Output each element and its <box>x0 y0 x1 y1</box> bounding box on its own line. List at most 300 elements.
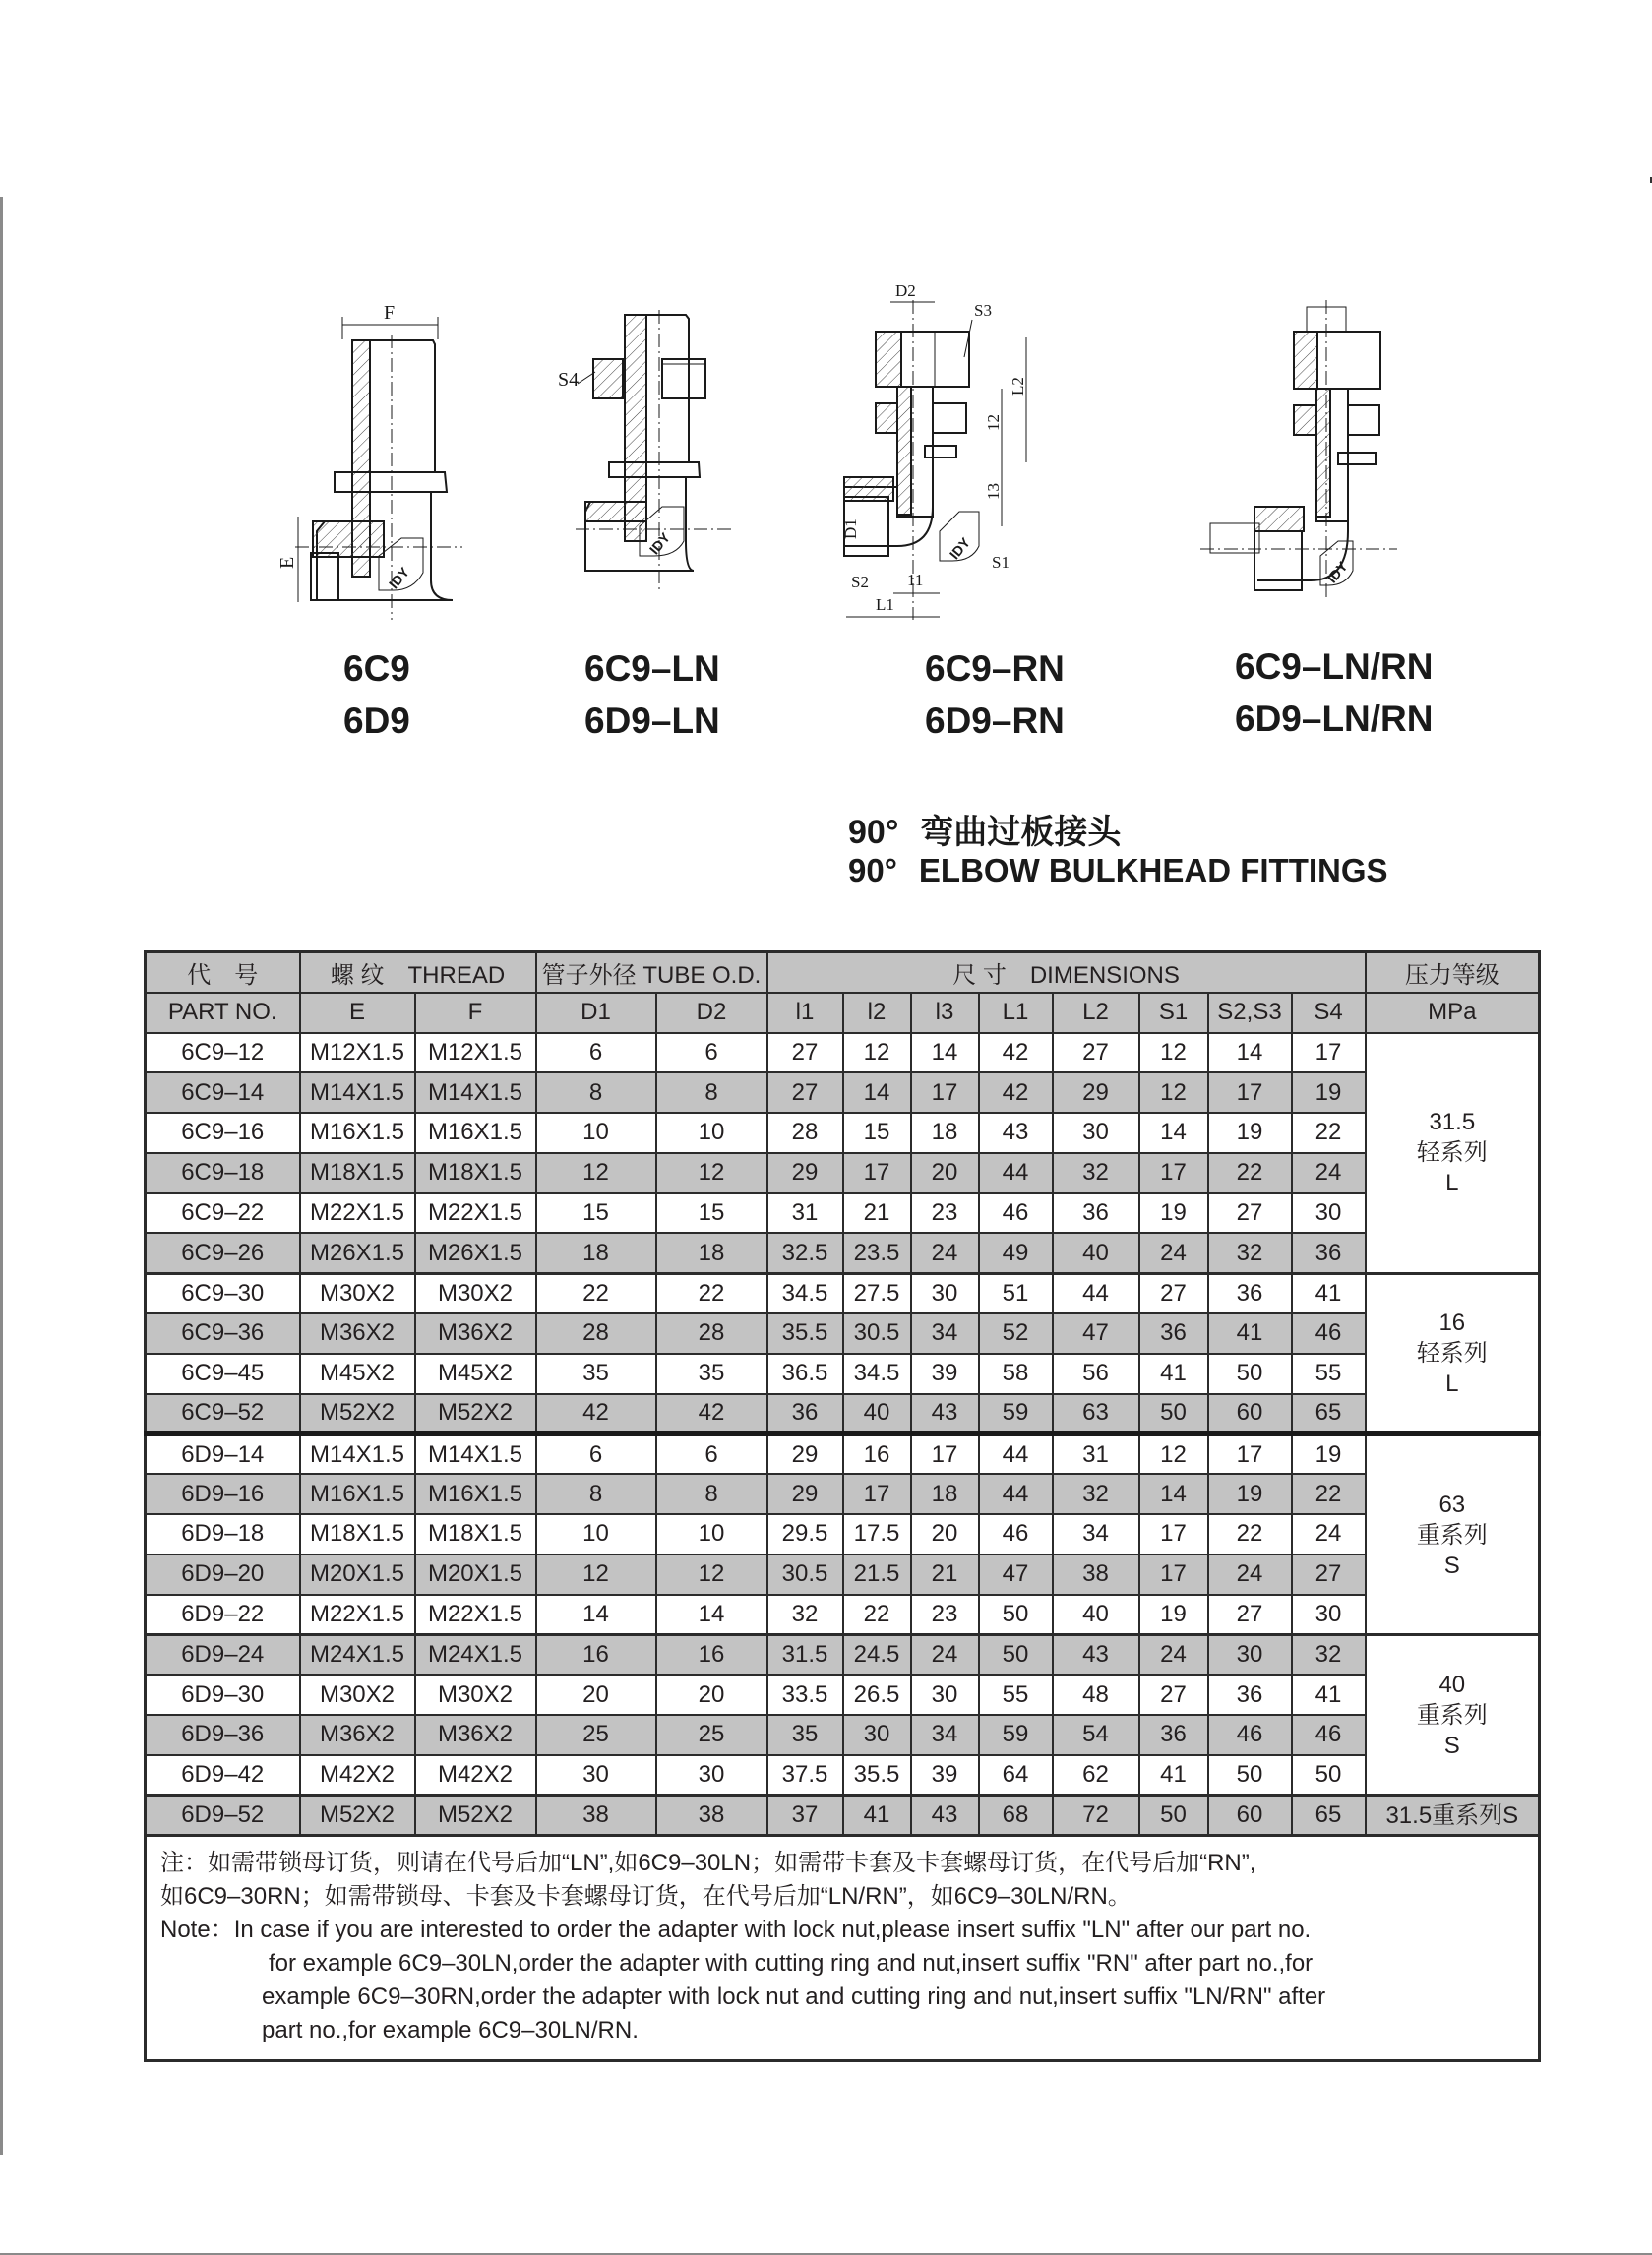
table-cell: 42 <box>536 1394 656 1434</box>
table-cell: 27 <box>767 1072 843 1113</box>
note-cn-line2: 如6C9–30RN；如需带锁母、卡套及卡套螺母订货，在代号后加“LN/RN”，如6C9–30LN/RN。 <box>160 1882 1132 1910</box>
table-cell: 35 <box>536 1354 656 1394</box>
table-cell: 20 <box>656 1675 767 1715</box>
table-cell: 22 <box>1208 1514 1292 1554</box>
table-cell: 41 <box>1139 1354 1208 1394</box>
table-cell: 28 <box>767 1113 843 1153</box>
table-cell: 35.5 <box>767 1313 843 1354</box>
table-cell: 8 <box>656 1474 767 1514</box>
notes-row <box>146 1835 1540 2060</box>
table-cell: 24 <box>1139 1233 1208 1273</box>
table-cell: 17 <box>843 1153 911 1193</box>
table-cell: 29 <box>767 1433 843 1474</box>
table-cell: 24 <box>1208 1554 1292 1595</box>
table-cell: 27 <box>767 1033 843 1073</box>
table-cell: 42 <box>979 1033 1053 1073</box>
pressure-code: S <box>1443 1732 1460 1759</box>
title-angle: 90° <box>848 852 897 888</box>
table-cell: 17 <box>1139 1554 1208 1595</box>
table-cell: 31.5 <box>767 1634 843 1675</box>
dim-label-l2: L2 <box>1009 377 1027 396</box>
table-cell: 48 <box>1053 1675 1139 1715</box>
model-label-6c9-ln-rn: 6C9–LN/RN <box>1235 646 1434 687</box>
table-cell: 47 <box>979 1554 1053 1595</box>
table-cell: 8 <box>656 1072 767 1113</box>
table-cell: 6 <box>536 1433 656 1474</box>
table-cell: 39 <box>911 1354 979 1394</box>
table-cell: 36 <box>1139 1715 1208 1755</box>
column-header: E <box>300 993 415 1033</box>
table-cell: M22X1.5 <box>300 1595 415 1635</box>
table-cell: 52 <box>979 1313 1053 1354</box>
table-cell: 40 <box>843 1394 911 1434</box>
table-cell: 17 <box>911 1072 979 1113</box>
table-cell: 12 <box>536 1153 656 1193</box>
table-cell: 17 <box>1139 1514 1208 1554</box>
table-cell: 43 <box>979 1113 1053 1153</box>
table-cell: 38 <box>656 1796 767 1836</box>
table-cell: 50 <box>1139 1394 1208 1434</box>
table-cell: 22 <box>1292 1474 1366 1514</box>
pressure-series: 轻系列 <box>1416 1139 1488 1167</box>
dim-label-l1-short: 11 <box>907 571 924 589</box>
table-cell: 32.5 <box>767 1233 843 1273</box>
table-cell: 20 <box>911 1153 979 1193</box>
table-cell: M16X1.5 <box>415 1113 536 1153</box>
table-cell: M16X1.5 <box>415 1474 536 1514</box>
table-cell: 37 <box>767 1796 843 1836</box>
table-cell: 12 <box>1139 1072 1208 1113</box>
table-cell: 18 <box>911 1113 979 1153</box>
header-pressure-cn: 压力等级 <box>1366 952 1540 993</box>
table-cell: 64 <box>979 1755 1053 1796</box>
pressure-value: 40 <box>1438 1671 1466 1698</box>
table-cell: 68 <box>979 1796 1053 1836</box>
table-cell: 38 <box>536 1796 656 1836</box>
table-cell: 32 <box>1053 1153 1139 1193</box>
table-cell: M14X1.5 <box>300 1072 415 1113</box>
table-cell: 36 <box>1292 1233 1366 1273</box>
part-number-cell: 6C9–26 <box>146 1233 300 1273</box>
pressure-rating-cell <box>1366 1433 1540 1634</box>
dim-label-s3: S3 <box>974 301 992 320</box>
table-cell: 16 <box>536 1634 656 1675</box>
table-cell: M16X1.5 <box>300 1113 415 1153</box>
table-cell: 32 <box>1053 1474 1139 1514</box>
idy-watermark: IDY <box>1323 558 1351 586</box>
pressure-code: L <box>1445 1170 1459 1197</box>
table-cell: 44 <box>979 1153 1053 1193</box>
header-tube-od: 管子外径 TUBE O.D. <box>536 952 767 993</box>
table-cell: 25 <box>536 1715 656 1755</box>
table-cell: M45X2 <box>300 1354 415 1394</box>
table-cell: 27 <box>1208 1595 1292 1635</box>
table-cell: 8 <box>536 1072 656 1113</box>
table-cell: M22X1.5 <box>415 1595 536 1635</box>
table-cell: 27 <box>1208 1193 1292 1234</box>
table-cell: 46 <box>979 1514 1053 1554</box>
table-cell: 65 <box>1292 1796 1366 1836</box>
table-cell: M52X2 <box>415 1394 536 1434</box>
model-label-6c9-ln: 6C9–LN <box>584 648 720 689</box>
note-en-line1: Note：In case if you are interested to order the adapter with lock nut,please insert suffix "LN" after our part no. <box>160 1916 1312 1943</box>
column-header: S4 <box>1292 993 1366 1033</box>
page-title-en <box>848 852 1388 889</box>
table-cell: M52X2 <box>300 1394 415 1434</box>
order-notes <box>146 1835 1540 2060</box>
table-cell: M45X2 <box>415 1354 536 1394</box>
table-cell: 54 <box>1053 1715 1139 1755</box>
table-cell: M18X1.5 <box>415 1514 536 1554</box>
pressure-code: S <box>1443 1552 1460 1579</box>
table-cell: 58 <box>979 1354 1053 1394</box>
table-cell: 19 <box>1292 1433 1366 1474</box>
table-cell: 44 <box>979 1433 1053 1474</box>
model-label-6c9: 6C9 <box>343 648 410 689</box>
table-cell: 50 <box>979 1634 1053 1675</box>
table-cell: M14X1.5 <box>300 1433 415 1474</box>
column-header: D2 <box>656 993 767 1033</box>
table-row <box>146 1796 1540 1836</box>
table-cell: 28 <box>536 1313 656 1354</box>
table-row <box>146 1273 1540 1313</box>
table-cell: 36.5 <box>767 1354 843 1394</box>
model-label-6d9-ln: 6D9–LN <box>584 701 720 741</box>
table-cell: M20X1.5 <box>300 1554 415 1595</box>
table-row <box>146 1394 1540 1434</box>
table-row <box>146 1514 1540 1554</box>
table-cell: 35 <box>656 1354 767 1394</box>
table-cell: 23 <box>911 1595 979 1635</box>
pressure-series: 轻系列 <box>1416 1339 1488 1367</box>
table-cell: M14X1.5 <box>415 1433 536 1474</box>
title-angle: 90° <box>848 814 899 851</box>
table-cell: 32 <box>767 1595 843 1635</box>
table-cell: 38 <box>1053 1554 1139 1595</box>
pressure-rating-cell <box>1366 1273 1540 1433</box>
table-cell: 46 <box>1292 1313 1366 1354</box>
table-cell: 50 <box>1208 1354 1292 1394</box>
table-cell: 15 <box>536 1193 656 1234</box>
page-edge-left <box>0 197 3 2155</box>
dim-label-l2-short: 12 <box>984 414 1003 431</box>
table-cell: 6 <box>536 1033 656 1073</box>
table-cell: M52X2 <box>300 1796 415 1836</box>
table-cell: 72 <box>1053 1796 1139 1836</box>
drawing-6c9-ln <box>546 305 763 600</box>
table-cell: 56 <box>1053 1354 1139 1394</box>
table-cell: M36X2 <box>300 1313 415 1354</box>
table-cell: M24X1.5 <box>415 1634 536 1675</box>
table-row <box>146 1433 1540 1474</box>
table-cell: M20X1.5 <box>415 1554 536 1595</box>
table-cell: 44 <box>1053 1273 1139 1313</box>
table-cell: 27 <box>1139 1675 1208 1715</box>
part-number-cell: 6C9–12 <box>146 1033 300 1073</box>
table-cell: 42 <box>979 1072 1053 1113</box>
page-title-cn <box>848 805 1121 853</box>
table-row <box>146 1072 1540 1113</box>
table-cell: 34 <box>911 1313 979 1354</box>
header-dimensions: 尺 寸 DIMENSIONS <box>767 952 1366 993</box>
table-cell: 24.5 <box>843 1634 911 1675</box>
table-cell: 24 <box>911 1634 979 1675</box>
table-cell: 27 <box>1139 1273 1208 1313</box>
pressure-series: 重系列 <box>1416 1521 1488 1549</box>
table-cell: 22 <box>1292 1113 1366 1153</box>
table-cell: 36 <box>1053 1193 1139 1234</box>
table-cell: 32 <box>1292 1634 1366 1675</box>
table-cell: 36 <box>1139 1313 1208 1354</box>
table-cell: 27 <box>1292 1554 1366 1595</box>
table-cell: 17 <box>1208 1433 1292 1474</box>
table-cell: 37.5 <box>767 1755 843 1796</box>
table-cell: 36 <box>1208 1675 1292 1715</box>
part-number-cell: 6C9–22 <box>146 1193 300 1234</box>
table-cell: M18X1.5 <box>300 1514 415 1554</box>
table-cell: M42X2 <box>300 1755 415 1796</box>
table-row <box>146 1153 1540 1193</box>
table-cell: 14 <box>1208 1033 1292 1073</box>
table-cell: 59 <box>979 1715 1053 1755</box>
table-cell: M30X2 <box>415 1675 536 1715</box>
table-cell: 44 <box>979 1474 1053 1514</box>
table-cell: 30 <box>911 1273 979 1313</box>
dim-label-f: F <box>384 302 396 324</box>
table-cell: 30 <box>911 1675 979 1715</box>
table-row <box>146 1474 1540 1514</box>
idy-watermark: IDY <box>645 529 674 558</box>
table-cell: 10 <box>656 1514 767 1554</box>
table-cell: 46 <box>1208 1715 1292 1755</box>
table-cell: 8 <box>536 1474 656 1514</box>
table-cell: 43 <box>911 1796 979 1836</box>
table-cell: 40 <box>1053 1595 1139 1635</box>
table-cell: 30 <box>1292 1193 1366 1234</box>
pressure-value: 31.5 <box>1429 1109 1476 1136</box>
table-cell: M18X1.5 <box>300 1153 415 1193</box>
note-en-line2: for example 6C9–30LN,order the adapter with cutting ring and nut,insert suffix "RN" after part no.,for <box>269 1949 1314 1977</box>
table-cell: 6 <box>656 1033 767 1073</box>
table-cell: 24 <box>1292 1153 1366 1193</box>
model-label-6c9-rn: 6C9–RN <box>925 648 1065 689</box>
table-cell: 25 <box>656 1715 767 1755</box>
table-row <box>146 1313 1540 1354</box>
column-header: MPa <box>1366 993 1540 1033</box>
table-row <box>146 1193 1540 1234</box>
table-cell: 24 <box>911 1233 979 1273</box>
pressure-value: 31.5重系列S <box>1385 1801 1519 1829</box>
part-number-cell: 6D9–52 <box>146 1796 300 1836</box>
table-cell: 31 <box>767 1193 843 1234</box>
column-header: l3 <box>911 993 979 1033</box>
table-cell: 12 <box>843 1033 911 1073</box>
column-header: S1 <box>1139 993 1208 1033</box>
table-cell: 30 <box>656 1755 767 1796</box>
column-header: S2,S3 <box>1208 993 1292 1033</box>
part-number-cell: 6D9–16 <box>146 1474 300 1514</box>
table-cell: 29.5 <box>767 1514 843 1554</box>
table-cell: 24 <box>1292 1514 1366 1554</box>
part-number-cell: 6D9–36 <box>146 1715 300 1755</box>
table-cell: 30 <box>843 1715 911 1755</box>
table-cell: 41 <box>1208 1313 1292 1354</box>
part-number-cell: 6C9–45 <box>146 1354 300 1394</box>
dim-label-e: E <box>276 556 298 569</box>
table-cell: 17 <box>911 1433 979 1474</box>
table-cell: M30X2 <box>415 1273 536 1313</box>
table-cell: 36 <box>767 1394 843 1434</box>
table-row <box>146 1033 1540 1073</box>
pressure-rating-cell <box>1366 1796 1540 1836</box>
table-cell: 22 <box>1208 1153 1292 1193</box>
table-row <box>146 1354 1540 1394</box>
part-number-cell: 6D9–14 <box>146 1433 300 1474</box>
part-number-cell: 6D9–42 <box>146 1755 300 1796</box>
dim-label-l3: 13 <box>984 483 1003 500</box>
table-cell: 46 <box>979 1193 1053 1234</box>
table-cell: 18 <box>911 1474 979 1514</box>
table-cell: 43 <box>1053 1634 1139 1675</box>
title-cn-text: 弯曲过板接头 <box>920 814 1122 851</box>
table-cell: 14 <box>843 1072 911 1113</box>
spec-table <box>144 950 1541 2062</box>
table-row <box>146 1675 1540 1715</box>
table-cell: 39 <box>911 1755 979 1796</box>
pressure-rating-cell <box>1366 1033 1540 1274</box>
part-number-cell: 6D9–20 <box>146 1554 300 1595</box>
table-cell: 16 <box>843 1433 911 1474</box>
table-cell: 42 <box>656 1394 767 1434</box>
table-cell: 6 <box>656 1433 767 1474</box>
table-cell: 17 <box>843 1474 911 1514</box>
table-cell: 17 <box>1208 1072 1292 1113</box>
pressure-series: 重系列 <box>1416 1701 1488 1729</box>
table-cell: 33.5 <box>767 1675 843 1715</box>
table-cell: 12 <box>1139 1033 1208 1073</box>
table-cell: 32 <box>1208 1233 1292 1273</box>
drawing-6c9-rn <box>836 280 1072 625</box>
table-cell: 34.5 <box>767 1273 843 1313</box>
dim-label-d1: D1 <box>841 518 860 539</box>
table-cell: 50 <box>1208 1755 1292 1796</box>
part-number-cell: 6C9–52 <box>146 1394 300 1434</box>
table-cell: 30 <box>1053 1113 1139 1153</box>
table-cell: 14 <box>1139 1474 1208 1514</box>
note-en-line4: part no.,for example 6C9–30LN/RN. <box>262 2016 639 2043</box>
table-cell: 18 <box>656 1233 767 1273</box>
table-cell: 31 <box>1053 1433 1139 1474</box>
table-cell: M16X1.5 <box>300 1474 415 1514</box>
table-cell: 30.5 <box>767 1554 843 1595</box>
table-row <box>146 1233 1540 1273</box>
idy-watermark: IDY <box>385 564 413 592</box>
table-cell: 23 <box>911 1193 979 1234</box>
table-cell: 35 <box>767 1715 843 1755</box>
table-cell: 12 <box>656 1153 767 1193</box>
table-cell: 20 <box>536 1675 656 1715</box>
table-cell: 59 <box>979 1394 1053 1434</box>
model-label-6d9: 6D9 <box>343 701 410 741</box>
table-cell: 41 <box>843 1796 911 1836</box>
table-cell: 34.5 <box>843 1354 911 1394</box>
dim-label-s4: S4 <box>558 369 580 391</box>
table-cell: 65 <box>1292 1394 1366 1434</box>
dim-label-d2: D2 <box>895 281 916 300</box>
table-cell: 41 <box>1292 1675 1366 1715</box>
table-cell: 30 <box>536 1755 656 1796</box>
part-number-cell: 6D9–22 <box>146 1595 300 1635</box>
table-cell: 34 <box>911 1715 979 1755</box>
column-header: l1 <box>767 993 843 1033</box>
table-cell: M42X2 <box>415 1755 536 1796</box>
table-cell: 55 <box>979 1675 1053 1715</box>
table-cell: M36X2 <box>415 1715 536 1755</box>
table-cell: M30X2 <box>300 1675 415 1715</box>
table-cell: 21 <box>843 1193 911 1234</box>
table-cell: M30X2 <box>300 1273 415 1313</box>
part-number-cell: 6C9–14 <box>146 1072 300 1113</box>
column-header: L2 <box>1053 993 1139 1033</box>
table-cell: 22 <box>536 1273 656 1313</box>
table-cell: M52X2 <box>415 1796 536 1836</box>
table-cell: 19 <box>1139 1193 1208 1234</box>
table-cell: 30 <box>1208 1634 1292 1675</box>
table-cell: 30.5 <box>843 1313 911 1354</box>
table-cell: 50 <box>1139 1796 1208 1836</box>
idy-watermark: IDY <box>946 534 974 563</box>
table-cell: 19 <box>1208 1113 1292 1153</box>
column-header: D1 <box>536 993 656 1033</box>
pressure-code: L <box>1445 1370 1459 1397</box>
table-cell: M24X1.5 <box>300 1634 415 1675</box>
table-cell: 43 <box>911 1394 979 1434</box>
table-row <box>146 1595 1540 1635</box>
part-number-cell: 6C9–30 <box>146 1273 300 1313</box>
drawing-6c9-ln-rn <box>1200 295 1446 610</box>
table-cell: 34 <box>1053 1514 1139 1554</box>
table-cell: 16 <box>656 1634 767 1675</box>
table-cell: 12 <box>656 1554 767 1595</box>
table-cell: M26X1.5 <box>415 1233 536 1273</box>
model-label-6d9-ln-rn: 6D9–LN/RN <box>1235 699 1434 739</box>
table-row <box>146 1715 1540 1755</box>
header-part-cn: 代 号 <box>146 952 300 993</box>
table-cell: 29 <box>767 1153 843 1193</box>
table-cell: 50 <box>979 1595 1053 1635</box>
table-cell: 18 <box>536 1233 656 1273</box>
table-row <box>146 1634 1540 1675</box>
table-cell: 29 <box>1053 1072 1139 1113</box>
table-cell: 10 <box>656 1113 767 1153</box>
table-cell: 50 <box>1292 1755 1366 1796</box>
table-cell: 49 <box>979 1233 1053 1273</box>
table-cell: M12X1.5 <box>415 1033 536 1073</box>
table-cell: 14 <box>911 1033 979 1073</box>
table-cell: 14 <box>656 1595 767 1635</box>
table-row <box>146 1755 1540 1796</box>
pressure-value: 63 <box>1438 1491 1466 1518</box>
table-cell: M36X2 <box>415 1313 536 1354</box>
pressure-value: 16 <box>1438 1309 1466 1336</box>
header-thread: 螺 纹 THREAD <box>300 952 536 993</box>
table-cell: 27 <box>1053 1033 1139 1073</box>
table-cell: 19 <box>1208 1474 1292 1514</box>
dim-label-s1: S1 <box>992 553 1010 572</box>
table-cell: 60 <box>1208 1394 1292 1434</box>
table-cell: 14 <box>536 1595 656 1635</box>
table-cell: 60 <box>1208 1796 1292 1836</box>
